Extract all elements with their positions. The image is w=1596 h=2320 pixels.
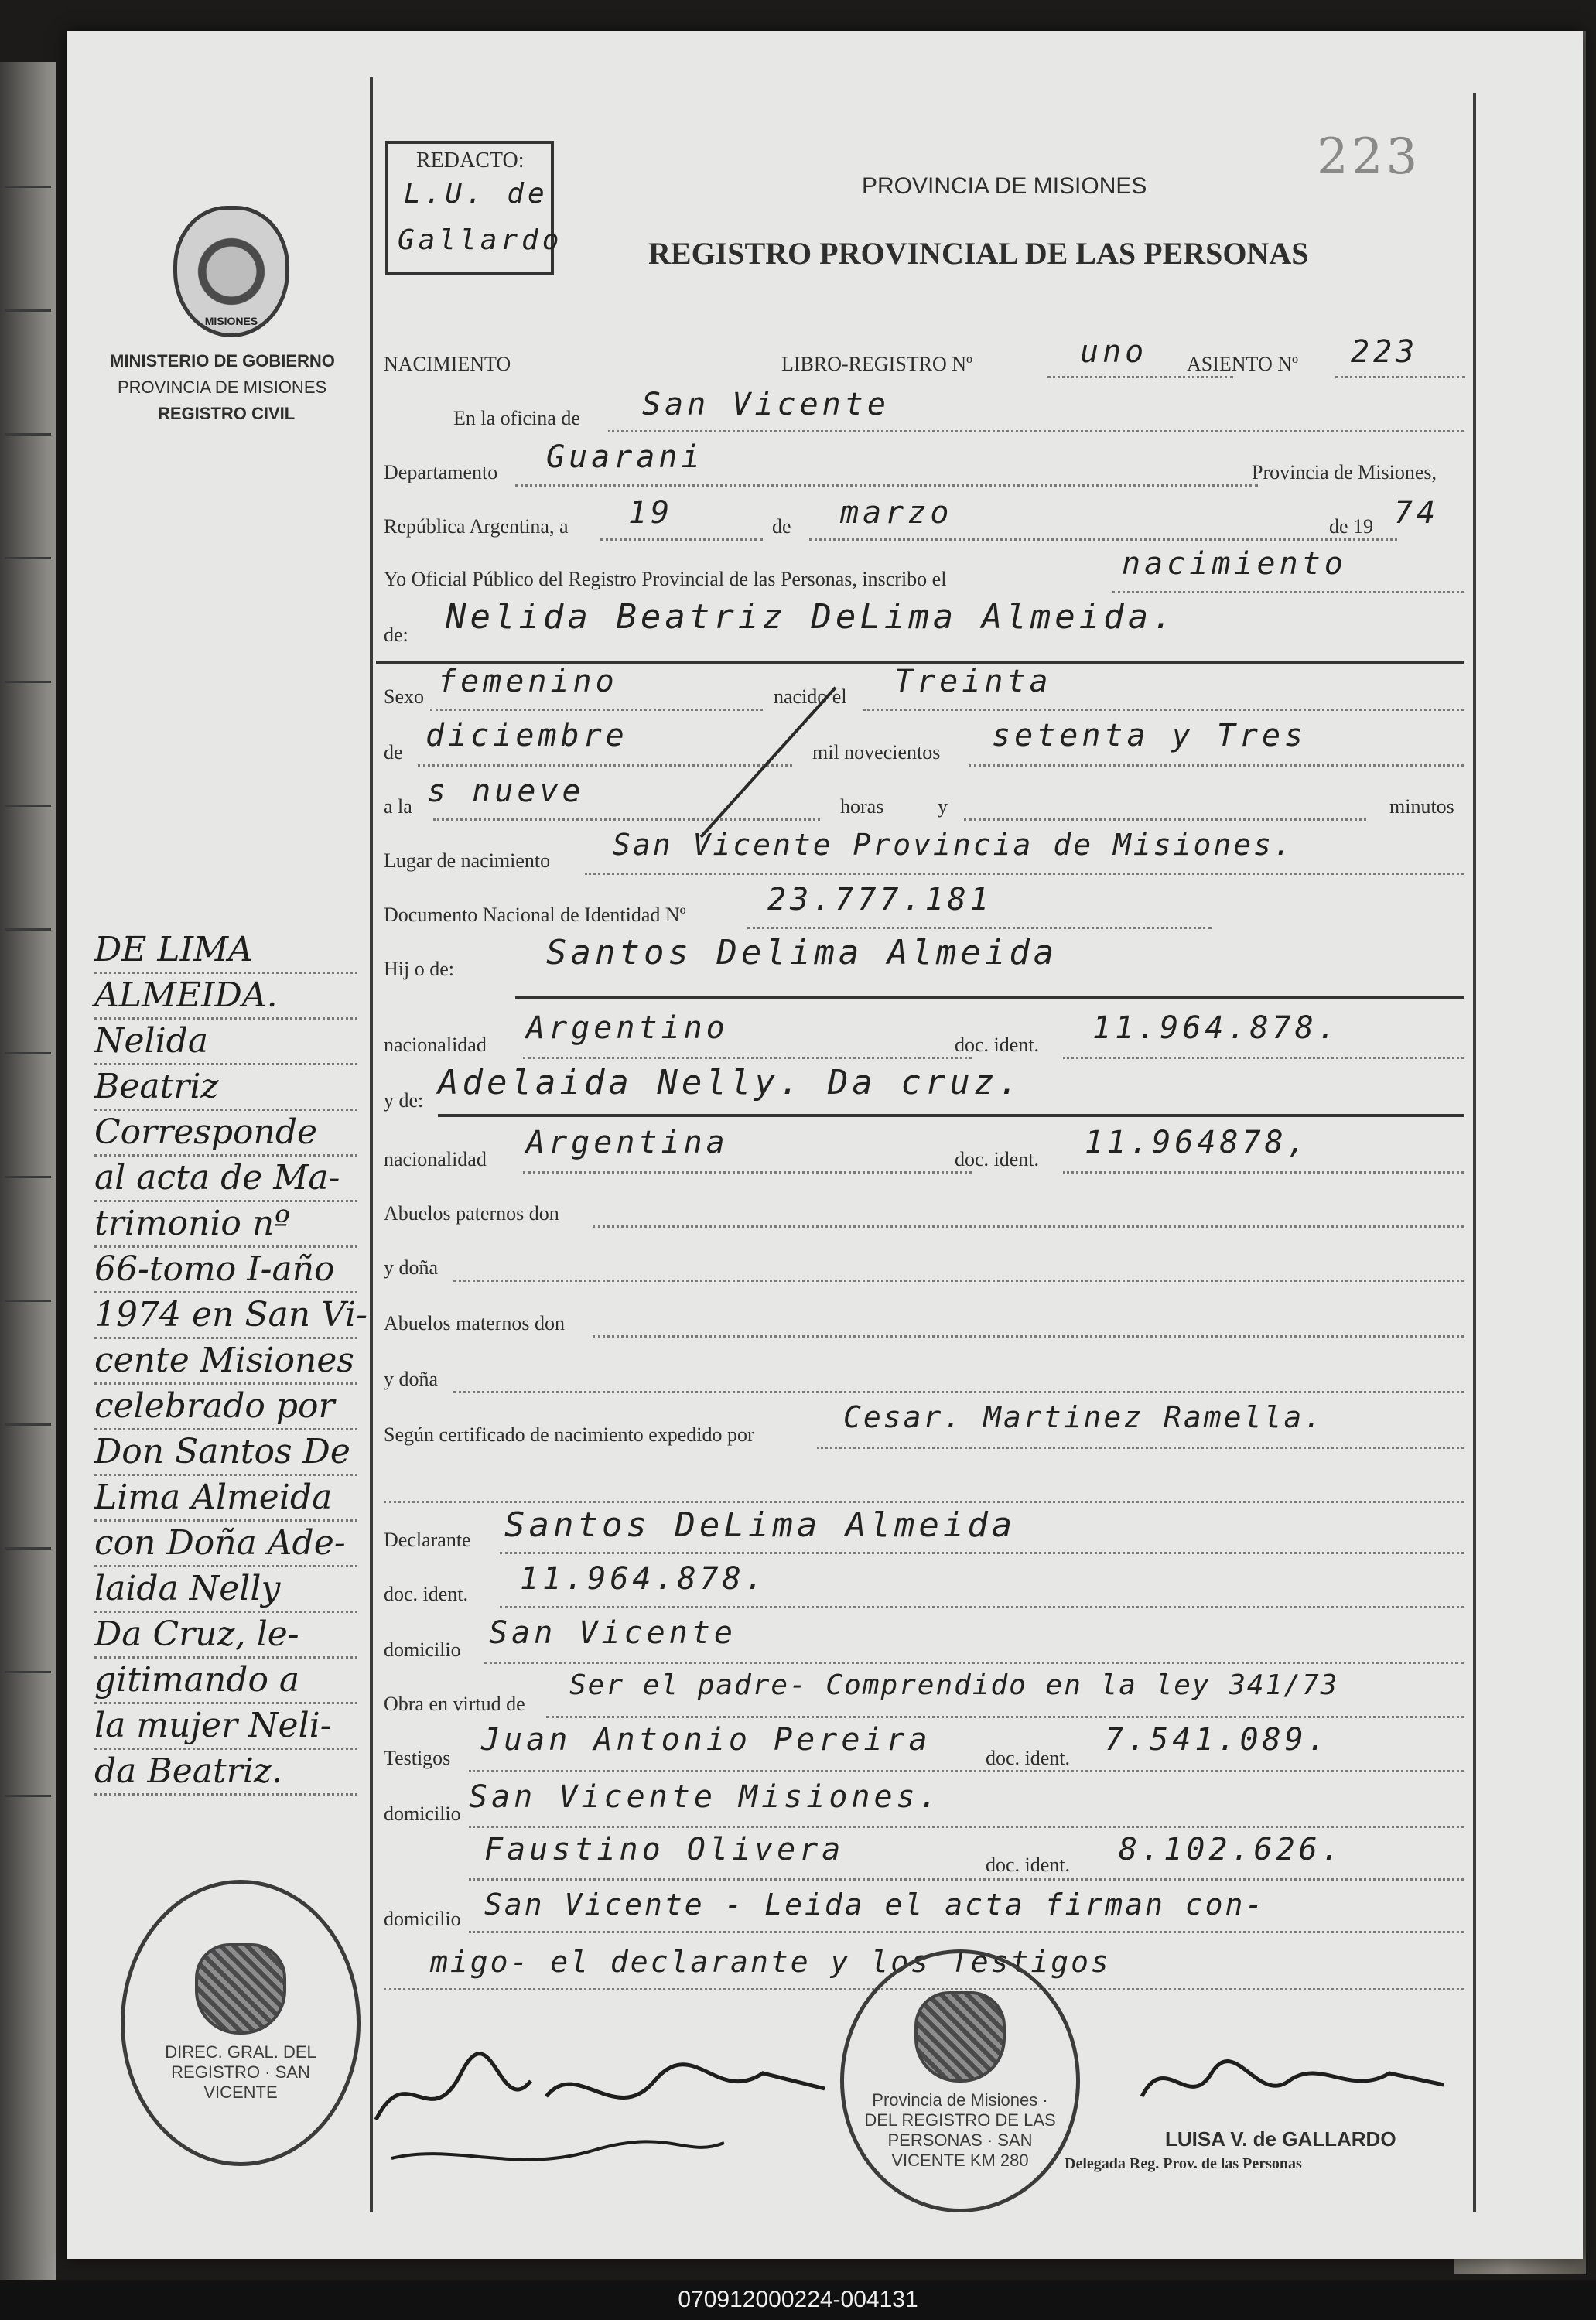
provincia-label: Provincia de Misiones, [1252, 461, 1437, 483]
certificado-label: Según certificado de nacimiento expedido por [384, 1423, 754, 1446]
lugar-label: Lugar de nacimiento [384, 849, 551, 872]
left-official-stamp [121, 1880, 361, 2166]
margin-note-line: 66-tomo I-año [94, 1248, 357, 1293]
doc1-label: doc. ident. [955, 1034, 1040, 1056]
asiento-value: 223 [1351, 334, 1419, 370]
officer-role: Delegada Reg. Prov. de las Personas [1065, 2155, 1302, 2172]
de2-label: de [384, 741, 403, 764]
declarante-label: Declarante [384, 1529, 471, 1551]
domt1-value: San Vicente Misiones. [469, 1779, 942, 1815]
doct1-label: doc. ident. [986, 1747, 1071, 1769]
departamento-value: Guarani [546, 439, 704, 475]
declarante-value: Santos DeLima Almeida [504, 1505, 1017, 1545]
nacido-label: nacido el [774, 685, 847, 708]
republica-label: República Argentina, a [384, 515, 569, 538]
mes-value: marzo [840, 495, 953, 531]
lugar-value: San Vicente Provincia de Misiones. [613, 828, 1294, 862]
cierre-value: migo- el declarante y los Testigos [430, 1945, 1111, 1979]
officer-signature [1134, 2042, 1459, 2127]
margin-note-line: da Beatriz. [94, 1750, 357, 1796]
redacto-hand-1: L.U. de [404, 178, 549, 210]
page-number: 223 [1317, 128, 1421, 186]
margin-note-line: gitimando a [94, 1659, 357, 1704]
provincial-crest-icon [173, 206, 289, 337]
obra-label: Obra en virtud de [384, 1693, 525, 1715]
section-rule-2 [515, 996, 1464, 999]
ydona2-label: y doña [384, 1368, 439, 1390]
doc2-value: 11.964878, [1085, 1125, 1310, 1160]
abuelos-mat-label: Abuelos maternos don [384, 1312, 565, 1334]
nac2-value: Argentina [526, 1125, 729, 1160]
left-stamp-text: DIREC. GRAL. DEL REGISTRO · SAN VICENTE [165, 2042, 316, 2102]
madre-value: Adelaida Nelly. Da cruz. [438, 1063, 1023, 1102]
y-label: y [938, 795, 948, 818]
departamento-label: Departamento [384, 461, 498, 483]
doct2-label: doc. ident. [986, 1854, 1071, 1876]
section-rule-3 [438, 1114, 1464, 1117]
testigos-label: Testigos [384, 1747, 451, 1769]
testigo1-value: Juan Antonio Pereira [481, 1722, 931, 1758]
de-nombre-label: de: [384, 624, 408, 646]
sexo-label: Sexo [384, 685, 424, 708]
margin-note-line: Da Cruz, le- [94, 1613, 357, 1659]
domt2-value: San Vicente - Leida el acta firman con- [484, 1888, 1266, 1922]
docdecl-value: 11.964.878. [520, 1561, 767, 1597]
margin-divider [370, 77, 373, 2212]
right-border [1473, 93, 1476, 2212]
stamp-seal-icon [195, 1943, 286, 2035]
crest-text: MISIONES [204, 315, 258, 327]
margin-note-line: la mujer Neli- [94, 1704, 357, 1750]
registry-title: REGISTRO PROVINCIAL DE LAS PERSONAS [648, 236, 1309, 271]
doct2-value: 8.102.626. [1119, 1832, 1344, 1867]
mes-nac-value: diciembre [425, 718, 628, 753]
ministry-line-3: REGISTRO CIVIL [158, 404, 296, 423]
domt1-label: domicilio [384, 1802, 461, 1825]
redacto-hand-2: Gallardo [398, 224, 563, 256]
minutos-label: minutos [1389, 795, 1454, 818]
doc1-value: 11.964.878. [1092, 1010, 1340, 1046]
obra-value: Ser el padre- Comprendido en la ley 341/73 [569, 1669, 1339, 1701]
ministry-line-2: PROVINCIA DE MISIONES [118, 378, 327, 397]
testigo2-value: Faustino Olivera [484, 1832, 845, 1867]
margin-note-line: al acta de Ma- [94, 1157, 357, 1202]
horas-label: horas [840, 795, 884, 818]
margin-note-line: DE LIMA [94, 928, 357, 974]
stamp-seal-icon-2 [914, 1991, 1006, 2083]
margin-annotation [94, 928, 367, 1796]
redacto-box [385, 141, 563, 275]
mil-label: mil novecientos [812, 741, 941, 764]
right-stamp-text: Provincia de Misiones · DEL REGISTRO DE LAS PERSONAS · SAN VICENTE KM 280 [864, 2090, 1056, 2170]
domicilio-label: domicilio [384, 1638, 461, 1661]
libro-value: uno [1080, 334, 1148, 370]
nac1-value: Argentino [526, 1010, 729, 1046]
dia-value: 19 [628, 495, 674, 531]
margin-note-line: Beatriz [94, 1065, 357, 1111]
facing-page-edge [0, 62, 56, 2282]
margin-note-line: Don Santos De [94, 1430, 357, 1476]
anio-label: de 19 [1329, 515, 1374, 538]
doct1-value: 7.541.089. [1105, 1722, 1330, 1758]
officer-name: LUISA V. de GALLARDO [1165, 2127, 1396, 2151]
margin-note-line: Lima Almeida [94, 1476, 357, 1522]
margin-note-line: cente Misiones [94, 1339, 357, 1385]
de-label: de [772, 515, 791, 538]
anio-nac-value: setenta y Tres [992, 718, 1307, 753]
margin-note-line: trimonio nº [94, 1202, 357, 1248]
nac2-label: nacionalidad [384, 1148, 487, 1170]
margin-note-line: laida Nelly [94, 1567, 357, 1613]
dni-label: Documento Nacional de Identidad Nº [384, 904, 686, 926]
oficial-label: Yo Oficial Público del Registro Provincial de las Personas, inscribo el [384, 568, 947, 590]
asiento-label: ASIENTO Nº [1187, 353, 1299, 375]
province-heading: PROVINCIA DE MISIONES [862, 173, 1147, 199]
footer-id: 070912000224-004131 [0, 2280, 1596, 2320]
ala-label: a la [384, 795, 412, 818]
abuelos-pat-label: Abuelos paternos don [384, 1202, 559, 1225]
nacido-value: Treinta [894, 664, 1052, 699]
nac1-label: nacionalidad [384, 1034, 487, 1056]
certificado-value: Cesar. Martinez Ramella. [843, 1400, 1324, 1434]
margin-note-line: 1974 en San Vi- [94, 1293, 357, 1339]
hijo-label: Hij o de: [384, 958, 454, 980]
dni-value: 23.777.181 [767, 882, 993, 917]
ydona1-label: y doña [384, 1256, 439, 1279]
oficina-value: San Vicente [642, 387, 890, 422]
margin-note-line: con Doña Ade- [94, 1522, 357, 1567]
nacimiento-label: NACIMIENTO [384, 353, 511, 375]
yde-label: y de: [384, 1089, 424, 1112]
ministry-line-1: MINISTERIO DE GOBIERNO [110, 351, 335, 371]
nombre-value: Nelida Beatriz DeLima Almeida. [446, 597, 1177, 637]
margin-note-line: Nelida [94, 1020, 357, 1065]
declarant-signature [361, 2027, 856, 2182]
padre-value: Santos Delima Almeida [546, 933, 1058, 972]
anio-value: 74 [1394, 495, 1440, 531]
redacto-label: REDACTO: [416, 149, 525, 173]
margin-note-line: celebrado por [94, 1385, 357, 1430]
docdecl-label: doc. ident. [384, 1583, 469, 1605]
margin-note-line: ALMEIDA. [94, 974, 357, 1020]
domicilio-value: San Vicente [489, 1615, 736, 1651]
domt2-label: domicilio [384, 1908, 461, 1930]
oficina-label: En la oficina de [453, 407, 580, 429]
libro-label: LIBRO-REGISTRO Nº [781, 353, 973, 375]
sexo-value: femenino [438, 664, 618, 699]
oficial-value: nacimiento [1122, 546, 1347, 582]
right-official-stamp [840, 1949, 1080, 2212]
doc2-label: doc. ident. [955, 1148, 1040, 1170]
hora-value: s nueve [427, 774, 585, 809]
margin-note-line: Corresponde [94, 1111, 357, 1157]
